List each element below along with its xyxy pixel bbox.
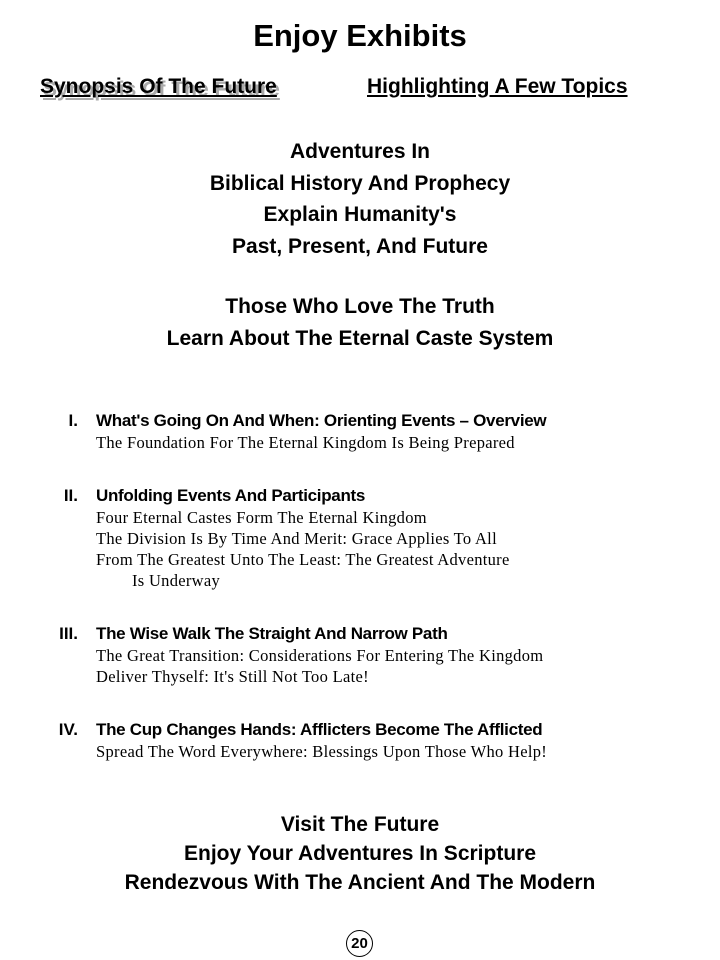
item-line: The Foundation For The Eternal Kingdom Is Being Prepared xyxy=(96,433,515,452)
subheading-topics: Highlighting A Few Topics xyxy=(367,75,628,98)
item-numeral: I. xyxy=(68,411,78,430)
intro2-block xyxy=(0,291,720,354)
closing-line: Visit The Future xyxy=(280,813,440,836)
item-line: The Great Transition: Considerations For Entering The Kingdom xyxy=(96,646,544,665)
item-numeral: IV. xyxy=(58,720,78,739)
closing-line: Enjoy Your Adventures In Scripture xyxy=(183,842,537,865)
intro-block xyxy=(0,136,720,262)
subheading-synopsis: Synopsis Of The Future xyxy=(40,75,277,98)
item-heading: The Wise Walk The Straight And Narrow Path xyxy=(96,624,448,643)
intro-line: Past, Present, And Future xyxy=(232,234,488,258)
intro2-line: Those Who Love The Truth xyxy=(225,295,495,318)
intro-line: Explain Humanity's xyxy=(263,203,457,226)
page-number: 20 xyxy=(346,930,373,957)
closing-line: Rendezvous With The Ancient And The Modern xyxy=(124,871,596,894)
item-line: Spread The Word Everywhere: Blessings Upon Those Who Help! xyxy=(96,742,548,761)
item-numeral: II. xyxy=(63,486,78,505)
item-line: Four Eternal Castes Form The Eternal Kingdom xyxy=(96,508,427,527)
item-line: From The Greatest Unto The Least: The Greatest Adventure xyxy=(96,550,510,569)
item-heading: What's Going On And When: Orienting Events – Overview xyxy=(96,411,547,430)
intro-line: Adventures In xyxy=(289,140,431,163)
intro2-line: Learn About The Eternal Caste System xyxy=(166,326,554,350)
closing-block xyxy=(0,810,720,897)
item-heading: The Cup Changes Hands: Afflicters Become The Afflicted xyxy=(96,720,543,739)
item-heading: Unfolding Events And Participants xyxy=(96,486,366,505)
item-line: Deliver Thyself: It's Still Not Too Late! xyxy=(96,667,369,686)
page-title: Enjoy Exhibits xyxy=(253,18,467,53)
item-line: Is Underway xyxy=(132,571,221,590)
item-numeral: III. xyxy=(59,624,78,643)
intro-line: Biblical History And Prophecy xyxy=(209,171,511,195)
item-line: The Division Is By Time And Merit: Grace Applies To All xyxy=(96,529,497,548)
